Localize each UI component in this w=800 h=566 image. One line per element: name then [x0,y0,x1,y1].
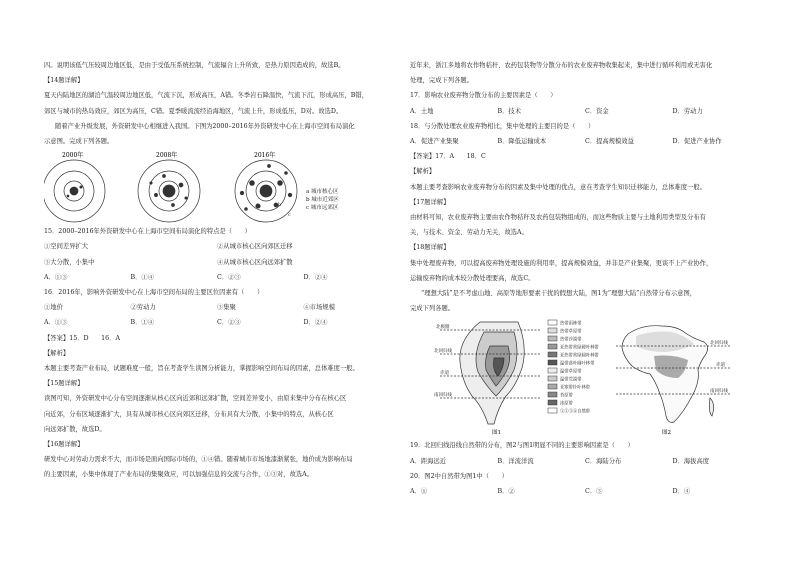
svg-text:温带荒漠带: 温带荒漠带 [560,377,582,383]
legend-far: c 城市远郊区 [306,205,339,212]
analysis-text-r: 本题主要考查影响农业废弃物分布的因素及集中处理的优点，意在考查学生知识迁移能力，总体难度一般。 [410,183,706,191]
detail-15-3: 向远郊扩散，故选D。 [44,425,106,433]
question-18: 18．与分散处理农业废弃物相比，集中处理的主要目的是（ ） [410,122,595,130]
ideal-continent-figure [410,316,760,438]
q16-items: ①地价 ②劳动力 ③集聚 ④市场规模 [44,304,335,312]
heading-q18-detail: 【18题详解】 [410,244,450,252]
intro-17-2: 处理，完成下列各题。 [410,77,473,85]
detail-18-2: 运输废弃物的成本较分散处理要高，故选C。 [410,274,535,282]
svg-text:南回归线: 南回归线 [434,393,452,399]
q19-options: A．距海远近 B．洋流洋流 C．海陆分布 D．海拔高度 [410,457,710,465]
analysis-text: 本题主要考查产业布局，试题难度一般，旨在考查学生读图分析能力，掌握影响空间布局的因素，总体难度一般。 [44,365,359,373]
question-20: 20．图2中自然带为图1中（ ） [410,472,508,480]
ring-letters [268,192,291,218]
svg-text:c: c [288,212,291,219]
answer-17-18: 【答案】17．A 18．C [410,153,486,161]
svg-text:温带草原带: 温带草原带 [560,369,582,375]
detail-16-1: 研发中心对劳动力需求不大，而市场是面向国际市场的，①④错。随着城市市场地漆渐紧张，地价成为影响布局 [44,456,353,464]
question-16: 16．2016年，影响外资研发中心在上海市空间布局的主要区位因素有（ ） [44,289,264,297]
detail-18-1: 集中处理废弃物，可以提高废弃物处理设施的利用率，提高规模效益，并非是产业集聚，更谈不上产业协作， [410,259,713,267]
heading-q16-detail: 【16题详解】 [44,441,84,449]
ring-map-2008 [138,160,200,222]
q17-options: A．土地 B．技术 C．资金 D．劳动力 [410,107,703,115]
analysis-heading: 【解析】 [44,349,70,357]
natural-zone-figures [410,316,760,438]
year-label-2008: 2008年 [156,152,178,160]
fig1-ideal-continent [440,322,540,424]
paragraph-q14-2: 郊区与城市的热岛效应，郊区为高压，C错。夏季暖流流经沿海地区，气流上升，形成低压，D对。故选D。 [44,107,343,115]
left-column [44,58,390,483]
detail-16-2: 的主要因素，小集中体现了产业布局的集聚效应，可以加强信息的交流与合作，①③对，故选A。 [44,471,314,479]
analysis-heading-r: 【解析】 [410,168,436,176]
svg-text:亚热带常绿阔叶林带: 亚热带常绿阔叶林带 [560,353,599,359]
svg-text:热带草原带: 热带草原带 [560,329,582,335]
svg-text:热带沙漠带: 热带沙漠带 [560,337,582,343]
question-19: 19．北回归线沿线自然带的分布，图2与图1明显不同的主要影响因素是（ ） [410,442,634,450]
intro-paragraph-2: 示意图。完成下列各题。 [44,138,114,146]
svg-text:北回归线: 北回归线 [710,341,728,347]
fig2-caption: 图2 [662,430,671,437]
svg-text:b: b [278,202,282,209]
rd-center-figure [44,149,390,224]
fig1-caption: 图1 [492,430,501,437]
svg-text:亚热带常绿硬叶林带: 亚热带常绿硬叶林带 [560,345,599,351]
legend-core: a 城市核心区 [306,189,339,196]
svg-text:a: a [268,192,271,199]
q15-items-row2: ③大分散，小集中 ④从城市核心区向远郊扩散 [44,258,293,266]
answer-15-16: 【答案】15．D 16．A [44,334,120,342]
fig1-legend [548,320,599,415]
q20-options: A．① B．② C．③ D．④ [410,488,691,496]
q18-options: A．促进产业集聚 B．降低运输成本 C．提高规模效益 D．促进产业协作 [410,138,722,146]
paragraph-q13-end: 四。说明该低气压较周边地区低，是由于受低压系统控制，气流辐合上升所致，是热力原因造成的，故选B。 [44,62,345,69]
svg-text:北回归线: 北回归线 [434,349,452,355]
svg-text:赤道: 赤道 [440,371,449,377]
intro-19-2: 完成下列各题。 [410,305,455,313]
fig2-latitude-labels [710,339,728,394]
ring-map-2000 [44,160,105,222]
year-label-2000: 2000年 [62,152,84,160]
heading-q15-detail: 【15题详解】 [44,380,84,388]
svg-text:热带雨林带: 热带雨林带 [560,321,582,327]
rd-center-map [44,149,390,224]
detail-15-1: 读图可知，外资研发中心分布空间逐渐从核心区向近郊和远郊扩散，空间差异变小，由原来集中分布在核心区 [44,395,347,403]
svg-text:①②③④自然带: ①②③④自然带 [560,409,591,415]
heading-q14-detail: 【14题详解】 [44,77,84,85]
svg-text:南回归线: 南回归线 [710,389,728,395]
legend-near: b 城市近郊区 [306,197,339,204]
fig1-latitude-labels [434,323,452,398]
svg-text:冰原带: 冰原带 [560,401,573,407]
heading-q17-detail: 【17题详解】 [410,198,450,206]
svg-text:赤道: 赤道 [716,363,725,369]
svg-text:温带落叶阔叶林带: 温带落叶阔叶林带 [560,361,595,367]
right-column [410,58,760,499]
year-label-2016: 2016年 [254,152,276,160]
question-17: 17．影响农业废弃物分散分布的主要因素是（ ） [410,92,557,100]
svg-text:北极圈: 北极圈 [436,325,450,331]
detail-17-2: 关，与技术、资金、劳动力无关，故选A。 [410,229,528,237]
question-15: 15．2000–2016年外资研发中心在上海市空间布局演化的特点是（ ） [44,228,251,236]
q15-options: A．①③ B．①④ C．②③ D．②④ [44,273,328,281]
q16-options: A．①③ B．①④ C．②③ D．②④ [44,319,328,327]
q15-items-row1: ①空间差异扩大 ②从城市核心区向郊区迁移 [44,243,293,251]
svg-text:苔原带: 苔原带 [560,393,573,399]
intro-17-1: 近年来，浙江多地将农作物秸秆、农药包装物等分散分布的农业废弃物收集起来，集中进行循环利用或无害化 [410,62,713,69]
paragraph-q14-1: 夏天内陆地区的湖泊气温较周边地区低，气流下沉，形成高压，A错。冬季岩石降温快，气流下沉，形成高压，B错， [44,92,369,100]
legend [306,187,339,211]
detail-17-1: 由材料可知，农业废弃物主要由农作物秸秆及农药包装物组成的，而这些物质主要与土地利用类型及分布有 [410,214,706,222]
svg-text:亚寒带针叶林带: 亚寒带针叶林带 [560,385,591,391]
intro-paragraph-1: 随着产业升级发展，外资研发中心相继进入我国。下图为2000–2016年外资研发中心在上海市空间布局演化 [55,122,355,130]
detail-15-2: 向近郊，分布区域逐渐扩大，具有从城市核心区向郊区迁移，分布具有大分散，小集中的特点，从核心区 [44,410,334,418]
intro-19-1: “理想大陆”是不考虑山地、高原等地形要素干扰的假想大陆，图1为“理想大陆”自然带分布示意图， [421,290,697,298]
